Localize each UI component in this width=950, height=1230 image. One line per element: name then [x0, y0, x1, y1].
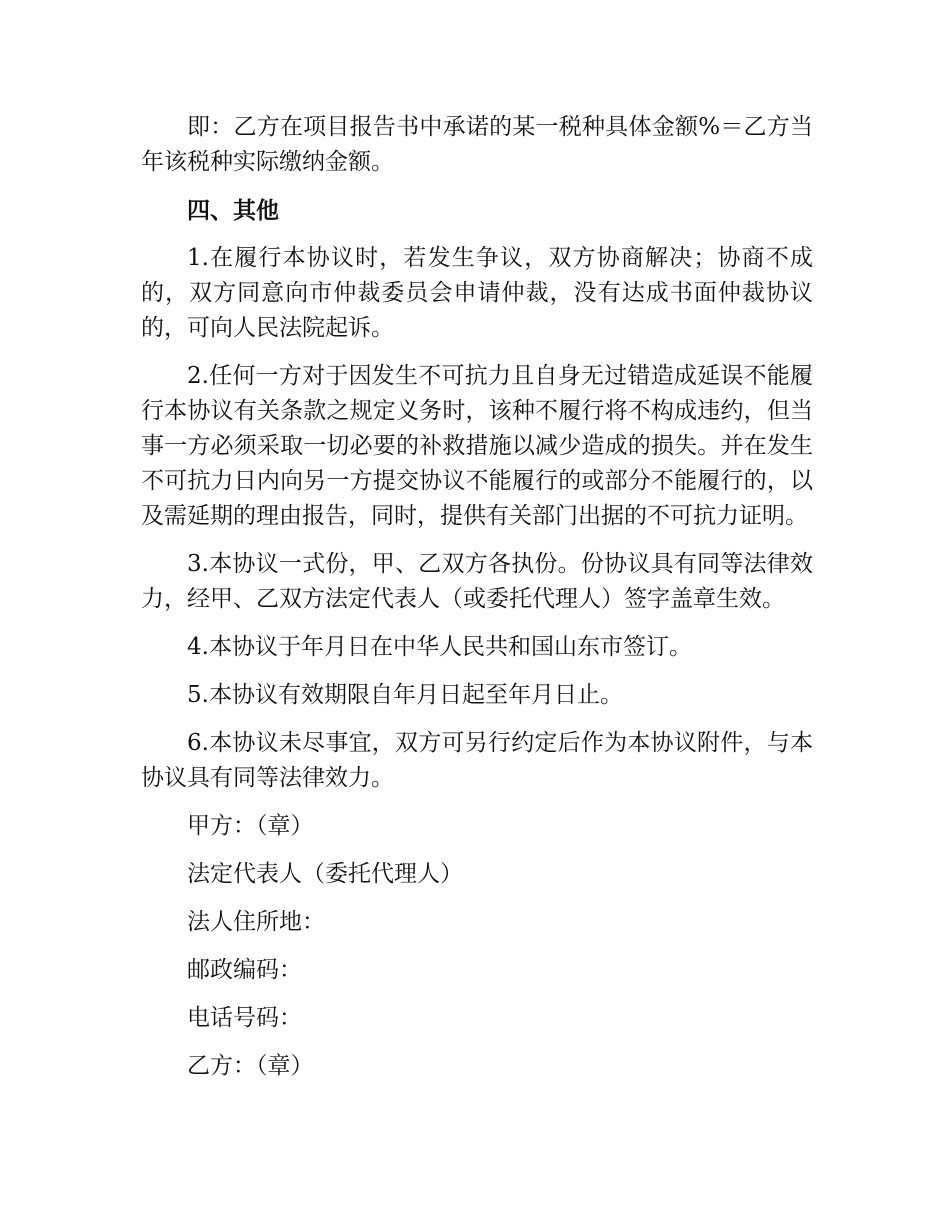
tax-formula-paragraph: 即：乙方在项目报告书中承诺的某一税种具体金额%＝乙方当年该税种实际缴纳金额。: [141, 114, 813, 175]
clause-2-force-majeure: 2.任何一方对于因发生不可抗力且自身无过错造成延误不能履行本协议有关条款之规定义务时，该种不履行将不构成违约，但当事一方必须采取一切必要的补救措施以减少造成的损失。并在发生不可抗力日内向另一方提交协议不能履行的或部分不能履行的，以及需延期的理由报告，同时，提供有关部门出据的不可抗力证明。: [141, 363, 813, 529]
party-b-seal: 乙方：（章）: [187, 1053, 314, 1079]
party-a-seal: 甲方：（章）: [187, 813, 314, 839]
section-heading-other: 四、其他: [187, 197, 279, 224]
document-body: [141, 110, 813, 1097]
clause-6-supplement: 6.本协议未尽事宜，双方可另行约定后作为本协议附件，与本协议具有同等法律效力。: [141, 730, 813, 791]
legal-address-line: 法人住所地：: [187, 909, 325, 935]
postal-code-line: 邮政编码：: [187, 957, 302, 983]
clause-1-dispute: 1.在履行本协议时，若发生争议，双方协商解决；协商不成的，双方同意向市仲裁委员会申请仲裁，没有达成书面仲裁协议的，可向人民法院起诉。: [141, 245, 813, 341]
clause-4-signing-place: 4.本协议于年月日在中华人民共和国山东市签订。: [187, 634, 692, 660]
clause-3-copies: 3.本协议一式份，甲、乙双方各执份。份协议具有同等法律效力，经甲、乙双方法定代表人（或委托代理人）签字盖章生效。: [141, 551, 813, 612]
legal-representative-line: 法定代表人（委托代理人）: [187, 861, 463, 887]
clause-5-validity: 5.本协议有效期限自年月日起至年月日止。: [187, 682, 623, 708]
phone-number-line: 电话号码：: [187, 1005, 302, 1031]
